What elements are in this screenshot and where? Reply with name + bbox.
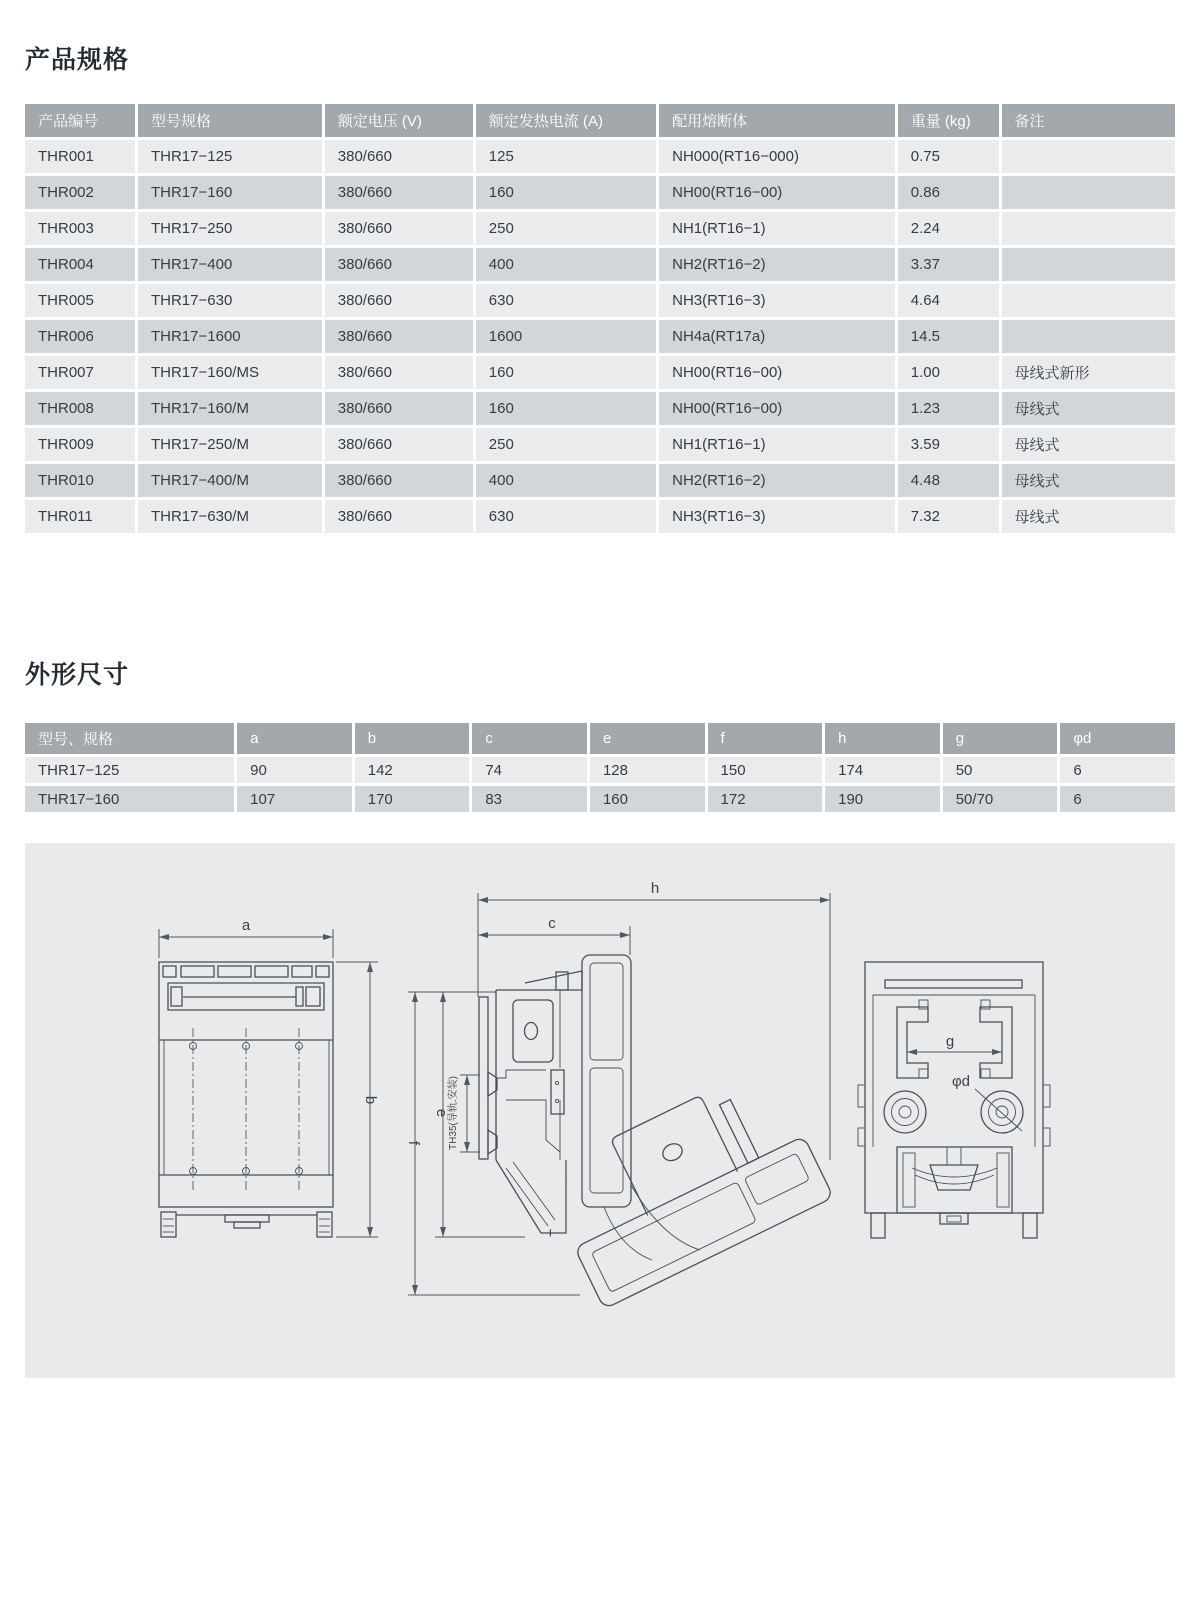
table-cell: THR008 xyxy=(24,391,137,427)
table-cell: THR17−250/M xyxy=(136,427,323,463)
table-cell: 380/660 xyxy=(323,247,474,283)
table-cell: 50 xyxy=(941,756,1059,785)
table-cell: 3.59 xyxy=(896,427,1000,463)
table-cell: NH4a(RT17a) xyxy=(658,319,897,355)
dim-table-header-row xyxy=(24,722,1177,756)
dimension-label-c: c xyxy=(548,915,556,932)
table-cell: THR009 xyxy=(24,427,137,463)
table-cell: 74 xyxy=(471,756,589,785)
table-cell: 128 xyxy=(588,756,706,785)
dimension-label-h: h xyxy=(650,880,660,897)
table-cell: 125 xyxy=(474,139,657,175)
section-title-dimensions: 外形尺寸 xyxy=(25,661,130,689)
table-cell: NH00(RT16−00) xyxy=(658,175,897,211)
table-cell: 90 xyxy=(236,756,354,785)
table-row xyxy=(24,139,1177,175)
table-cell: 400 xyxy=(474,463,657,499)
table-cell: 7.32 xyxy=(896,499,1000,535)
front-view-drawing xyxy=(159,917,379,1237)
table-cell: 母线式 xyxy=(1000,427,1176,463)
table-cell: 1600 xyxy=(474,319,657,355)
table-cell: 630 xyxy=(474,499,657,535)
table-cell: THR17−1600 xyxy=(136,319,323,355)
table-cell: NH1(RT16−1) xyxy=(658,211,897,247)
dimension-label-g: g xyxy=(945,1033,955,1050)
table-cell: 83 xyxy=(471,785,589,814)
table-cell: THR010 xyxy=(24,463,137,499)
table-cell: 160 xyxy=(474,355,657,391)
table-row xyxy=(24,283,1177,319)
technical-drawing xyxy=(25,843,1175,1378)
table-cell: 母线式 xyxy=(1000,391,1176,427)
table-cell xyxy=(1000,139,1176,175)
table-cell: NH3(RT16−3) xyxy=(658,499,897,535)
table-cell: 0.86 xyxy=(896,175,1000,211)
table-row xyxy=(24,211,1177,247)
table-cell: 400 xyxy=(474,247,657,283)
dimension-label-a: a xyxy=(241,917,251,934)
product-spec-table xyxy=(22,101,1178,536)
table-cell xyxy=(1000,319,1176,355)
table-cell: 14.5 xyxy=(896,319,1000,355)
table-cell: 3.37 xyxy=(896,247,1000,283)
table-cell: NH00(RT16−00) xyxy=(658,355,897,391)
column-header: 型号规格 xyxy=(136,103,323,139)
column-header: 额定发热电流 (A) xyxy=(474,103,657,139)
table-cell: 150 xyxy=(706,756,824,785)
table-cell xyxy=(1000,175,1176,211)
table-cell: THR17−250 xyxy=(136,211,323,247)
table-cell: 50/70 xyxy=(941,785,1059,814)
table-cell: THR011 xyxy=(24,499,137,535)
column-header: b xyxy=(353,722,471,756)
table-row xyxy=(24,756,1177,785)
table-cell: 380/660 xyxy=(323,427,474,463)
dimension-table xyxy=(22,720,1178,815)
table-cell: THR007 xyxy=(24,355,137,391)
table-cell: 4.48 xyxy=(896,463,1000,499)
table-cell: NH000(RT16−000) xyxy=(658,139,897,175)
rail-mount-note: TH35(导轨.安装) xyxy=(448,1076,459,1150)
table-cell: THR17−160 xyxy=(24,785,236,814)
table-cell: 380/660 xyxy=(323,211,474,247)
column-header: a xyxy=(236,722,354,756)
table-cell: 380/660 xyxy=(323,283,474,319)
fuse-carrier xyxy=(539,1062,834,1309)
dimension-label-e: e xyxy=(433,1108,450,1118)
table-row xyxy=(24,463,1177,499)
spec-table-header-row xyxy=(24,103,1177,139)
table-cell: 190 xyxy=(824,785,942,814)
table-cell: 160 xyxy=(474,391,657,427)
table-cell: 380/660 xyxy=(323,499,474,535)
table-cell: 母线式新形 xyxy=(1000,355,1176,391)
table-cell: 380/660 xyxy=(323,463,474,499)
table-cell: 107 xyxy=(236,785,354,814)
table-cell xyxy=(1000,211,1176,247)
section-title-product-specs: 产品规格 xyxy=(25,46,130,74)
column-header: φd xyxy=(1059,722,1177,756)
table-cell: THR17−160 xyxy=(136,175,323,211)
table-row xyxy=(24,785,1177,814)
table-cell: 母线式 xyxy=(1000,499,1176,535)
table-cell: 6 xyxy=(1059,785,1177,814)
table-cell xyxy=(1000,283,1176,319)
table-cell: THR17−400/M xyxy=(136,463,323,499)
column-header: 型号、规格 xyxy=(24,722,236,756)
table-cell: 170 xyxy=(353,785,471,814)
plus-mark: + xyxy=(546,1225,555,1242)
table-cell: NH2(RT16−2) xyxy=(658,463,897,499)
table-row xyxy=(24,175,1177,211)
column-header: h xyxy=(824,722,942,756)
table-cell: THR17−160/M xyxy=(136,391,323,427)
table-row xyxy=(24,427,1177,463)
table-cell: 0.75 xyxy=(896,139,1000,175)
column-header: 重量 (kg) xyxy=(896,103,1000,139)
table-cell: 4.64 xyxy=(896,283,1000,319)
table-cell: 172 xyxy=(706,785,824,814)
table-cell: THR17−125 xyxy=(24,756,236,785)
table-cell: 250 xyxy=(474,427,657,463)
table-cell: THR17−630/M xyxy=(136,499,323,535)
table-cell: 380/660 xyxy=(323,175,474,211)
table-cell: 174 xyxy=(824,756,942,785)
table-cell: 1.00 xyxy=(896,355,1000,391)
side-view-drawing xyxy=(405,880,834,1309)
table-cell: 1.23 xyxy=(896,391,1000,427)
table-cell: NH3(RT16−3) xyxy=(658,283,897,319)
table-row xyxy=(24,391,1177,427)
table-cell: THR17−630 xyxy=(136,283,323,319)
dimension-label-phi-d: φd xyxy=(951,1073,971,1090)
table-cell: 160 xyxy=(474,175,657,211)
table-cell: 6 xyxy=(1059,756,1177,785)
table-cell: THR006 xyxy=(24,319,137,355)
column-header: g xyxy=(941,722,1059,756)
table-cell: NH2(RT16−2) xyxy=(658,247,897,283)
table-cell: 250 xyxy=(474,211,657,247)
table-row xyxy=(24,319,1177,355)
table-cell: THR005 xyxy=(24,283,137,319)
table-cell: NH1(RT16−1) xyxy=(658,427,897,463)
table-row xyxy=(24,499,1177,535)
column-header: 备注 xyxy=(1000,103,1176,139)
rear-view-drawing xyxy=(858,962,1050,1238)
table-cell: NH00(RT16−00) xyxy=(658,391,897,427)
table-cell: THR003 xyxy=(24,211,137,247)
table-cell: THR17−160/MS xyxy=(136,355,323,391)
table-cell: 380/660 xyxy=(323,139,474,175)
column-header: f xyxy=(706,722,824,756)
table-cell: THR17−125 xyxy=(136,139,323,175)
column-header: 额定电压 (V) xyxy=(323,103,474,139)
table-row xyxy=(24,247,1177,283)
table-cell: THR17−400 xyxy=(136,247,323,283)
dimension-label-f: f xyxy=(405,1140,422,1146)
table-cell: 380/660 xyxy=(323,355,474,391)
column-header: e xyxy=(588,722,706,756)
table-cell: 142 xyxy=(353,756,471,785)
table-cell: 630 xyxy=(474,283,657,319)
table-cell: THR001 xyxy=(24,139,137,175)
dimension-label-b: b xyxy=(362,1095,379,1105)
table-row xyxy=(24,355,1177,391)
column-header: 产品编号 xyxy=(24,103,137,139)
column-header: c xyxy=(471,722,589,756)
table-cell: THR004 xyxy=(24,247,137,283)
table-cell xyxy=(1000,247,1176,283)
outline-drawing-panel xyxy=(25,843,1175,1378)
table-cell: 母线式 xyxy=(1000,463,1176,499)
table-cell: THR002 xyxy=(24,175,137,211)
table-cell: 380/660 xyxy=(323,391,474,427)
table-cell: 160 xyxy=(588,785,706,814)
column-header: 配用熔断体 xyxy=(658,103,897,139)
table-cell: 380/660 xyxy=(323,319,474,355)
table-cell: 2.24 xyxy=(896,211,1000,247)
